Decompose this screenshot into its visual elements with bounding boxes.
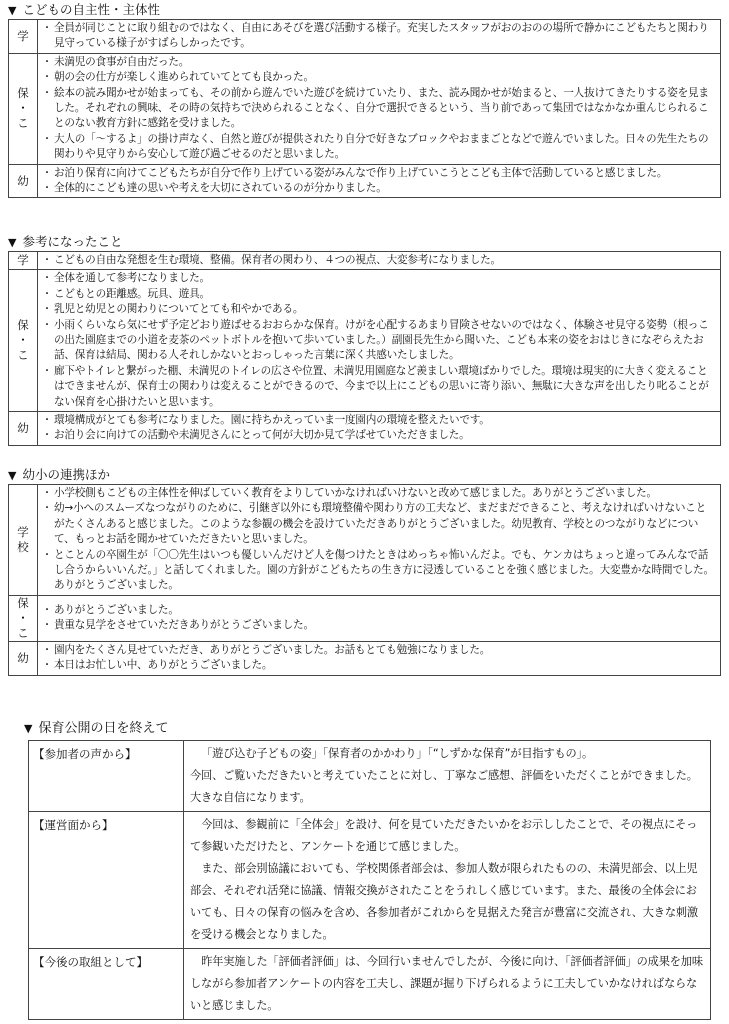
category-char: ・ — [17, 333, 29, 348]
closing-paragraph: 昨年実施した「評価者評価」は、今回行いませんでしたが、今後に向け、「評価者評価」の成果を加味しながら参加者アンケートの内容を工夫し、課題が掘り下げられるように工夫していかなければならないと感じました。 — [190, 955, 703, 1012]
comment-item: ・ 貴重な見学をさせていただきありがとうございました。 — [44, 618, 716, 633]
comment-item: ・ こどもとの距離感。玩具、遊具。 — [44, 287, 716, 302]
closing-row — [29, 741, 711, 812]
section-collaboration — [8, 465, 721, 676]
section-title: 保育公開の日を終えて — [38, 721, 169, 736]
section-heading — [8, 0, 721, 19]
respondent-category — [9, 485, 38, 596]
category-char: 保 — [17, 318, 29, 333]
comments-cell — [38, 485, 721, 596]
section-autonomy — [8, 0, 721, 198]
closing-label: 【今後の取組として】 — [29, 949, 184, 1020]
feedback-table — [8, 19, 721, 198]
comment-item: ・ 大人の「〜するよ」の掛け声なく、自然と遊びが提供されたり自分で好きなブロックやおままごとなどで遊んでいました。日々の先生たちの関わりや見守りから安心して遊び過ごせるのだと思いました。 — [44, 132, 716, 163]
comment-item: ・ 朝の会の仕方が楽しく進められていてとても良かった。 — [44, 70, 716, 85]
comments-cell — [38, 412, 721, 446]
closing-label: 【参加者の声から】 — [29, 741, 184, 812]
comments-cell — [38, 20, 721, 54]
comment-item: ・ 乳児と幼児との関わりについてとても和やかである。 — [44, 302, 716, 317]
comment-item: ・ とことんの卒園生が「〇〇先生はいつも優しいんだけど人を傷つけたときはめっちゃ怖いんだよ。でも、ケンカはちょっと違ってみんなで話し合うからいいんだ。」と話してくれました。園の方針がこどもたちの生き方に浸透していることを強く感じました。大変豊かな時間でした。ありがとうございました。 — [44, 548, 716, 594]
closing-body — [184, 741, 711, 812]
closing-paragraph: 今回、ご覧いただきたいと考えていたことに対し、丁寧なご感想、評価をいただくことができました。大きな自信になります。 — [190, 769, 698, 804]
category-char: 学 — [17, 28, 29, 43]
comment-item: ・ 全体的にこども達の思いや考えを大切にされているのが分かりました。 — [44, 181, 716, 196]
comment-item: ・ 幼→小へのスムーズなつながりのために、引継ぎ以外にも環境整備や関わり方の工夫など、まだまだできること、考えなければいけないことがたくさんあると感じました。このような参観の機会を設けていただきありがとうございました。幼児教育、学校とのつながりなどについて、もっとお話を聞かせていただきたいと思いました。 — [44, 501, 716, 547]
comment-item: ・ ありがとうございました。 — [44, 603, 716, 618]
feedback-row — [9, 270, 721, 412]
comment-item: ・ こどもの自由な発想を生む環境、整備。保育者の関わり、４つの視点、大変参考になりました。 — [44, 253, 716, 268]
feedback-row — [9, 485, 721, 596]
closing-body — [184, 949, 711, 1020]
closing-body — [184, 812, 711, 949]
category-char: こ — [17, 116, 29, 131]
closing-label: 【運営面から】 — [29, 812, 184, 949]
category-char: こ — [17, 348, 29, 363]
category-char: 保 — [17, 595, 29, 610]
comment-item: ・ 小学校側もこどもの主体性を伸ばしていく教育をよりしていかなければいけないと改めて感じました。ありがとうございました。 — [44, 486, 716, 501]
triangle-down-icon: ▼ — [24, 722, 33, 735]
comment-item: ・ 全体を通して参考になりました。 — [44, 271, 716, 286]
feedback-table — [8, 484, 721, 676]
comment-item: ・ 小雨くらいなら気にせず予定どおり遊ばせるおおらかな保育。けがを心配するあまり冒険させないのではなく、体験させ見守る姿勢（根っこの出た園庭までの小道を麦茶のペットボトルを抱いて歩いていました。）副園長先生から聞いた、こども本来の姿をおはじきになぞらえたお話、保育は結局、関わる人それしかないとおっしゃった言葉に深く共感いたしました。 — [44, 318, 716, 364]
section-closing — [24, 718, 711, 1020]
category-char: 幼 — [17, 420, 29, 435]
triangle-down-icon: ▼ — [8, 4, 17, 17]
comments-cell — [38, 641, 721, 675]
comment-item: ・ 環境構成がとても参考になりました。園に持ちかえっていま一度園内の環境を整えたいです。 — [44, 413, 716, 428]
feedback-row — [9, 595, 721, 641]
closing-paragraph: また、部会別協議においても、学校関係者部会は、参加人数が限られたものの、未満児部会、以上児部会、それぞれ活発に協議、情報交換がされたことをうれしく感じています。また、最後の全体会においても、日々の保育の悩みを含め、各参加者がこれからを見据えた発言が豊富に交流され、大きな刺激を受ける機会となりました。 — [190, 862, 698, 941]
section-title: 幼小の連携ほか — [22, 467, 110, 482]
section-heading — [24, 718, 711, 740]
feedback-row — [9, 20, 721, 54]
comment-item: ・ お泊り会に向けての活動や未満児さんにとって何が大切か見て学ばせていただきました。 — [44, 428, 716, 443]
section-title: 参考になったこと — [22, 234, 123, 249]
respondent-category — [9, 164, 38, 198]
comments-cell — [38, 595, 721, 641]
category-char: こ — [17, 625, 29, 640]
closing-row — [29, 812, 711, 949]
feedback-row — [9, 164, 721, 198]
comments-cell — [38, 53, 721, 164]
comment-item: ・ 本日はお忙しい中、ありがとうございました。 — [44, 658, 716, 673]
closing-row — [29, 949, 711, 1020]
feedback-row — [9, 53, 721, 164]
category-char: 幼 — [17, 173, 29, 188]
respondent-category — [9, 270, 38, 412]
comment-item: ・ 園内をたくさん見せていただき、ありがとうございました。お話もとても勉強になりました。 — [44, 643, 716, 658]
feedback-row — [9, 252, 721, 270]
category-char: 学 — [17, 253, 29, 268]
comments-cell — [38, 164, 721, 198]
closing-table — [28, 740, 711, 1020]
closing-paragraph: 「遊び込む子どもの姿」「保育者のかかわり」「“しずかな保育”が目指すもの」。 — [201, 747, 594, 760]
category-char: 保 — [17, 86, 29, 101]
respondent-category — [9, 252, 38, 270]
comment-item: ・ 全員が同じことに取り組むのではなく、自由にあそびを選び活動する様子。充実したスタッフがおのおのの場所で静かにこどもたちと関わり見守っている様子がすばらしかったです。 — [44, 21, 716, 52]
closing-paragraph: 今回は、参観前に「全体会」を設け、何を見ていただきたいかをお示ししたことで、その視点にそって参観いただけたと、アンケートを通じて感じました。 — [190, 818, 698, 853]
feedback-table — [8, 251, 721, 446]
section-heading — [8, 465, 721, 484]
respondent-category — [9, 595, 38, 641]
respondent-category — [9, 53, 38, 164]
section-reference — [8, 232, 721, 446]
category-char: 校 — [17, 539, 29, 554]
section-heading — [8, 232, 721, 251]
respondent-category — [9, 641, 38, 675]
category-char: 幼 — [17, 650, 29, 665]
respondent-category — [9, 412, 38, 446]
comments-cell — [38, 270, 721, 412]
section-title: こどもの自主性・主体性 — [22, 2, 160, 17]
triangle-down-icon: ▼ — [8, 236, 17, 249]
comment-item: ・ 未満児の食事が自由だった。 — [44, 55, 716, 70]
feedback-row — [9, 412, 721, 446]
category-char: 学 — [17, 524, 29, 539]
comment-item: ・ 絵本の読み聞かせが始まっても、その前から遊んでいた遊びを続けていたり、また、読み聞かせが始まると、一人抜けてきたりする姿を見ました。それぞれの興味、その時の気持ちで決められることなく、自分で選択できるという、当り前であって集団ではなかなか重んじられることのない教育方針に感銘を受けました。 — [44, 86, 716, 132]
triangle-down-icon: ▼ — [8, 469, 17, 482]
category-char: ・ — [17, 101, 29, 116]
comment-item: ・ 廊下やトイレと繋がった棚、未満児のトイレの広さや位置、未満児用園庭など羨ましい環境ばかりでした。環境は現実的に大きく変えることはできませんが、保育士の関わりは変えることができるので、今まで以上にこどもの思いに寄り添い、無駄に大きな声を出したり叱ることがない保育を心掛けたいと思います。 — [44, 364, 716, 410]
comment-item: ・ お泊り保育に向けてこどもたちが自分で作り上げている姿がみんなで作り上げていこうとこども主体で活動していると感じました。 — [44, 166, 716, 181]
category-char: ・ — [17, 610, 29, 625]
feedback-row — [9, 641, 721, 675]
comments-cell — [38, 252, 721, 270]
respondent-category — [9, 20, 38, 54]
